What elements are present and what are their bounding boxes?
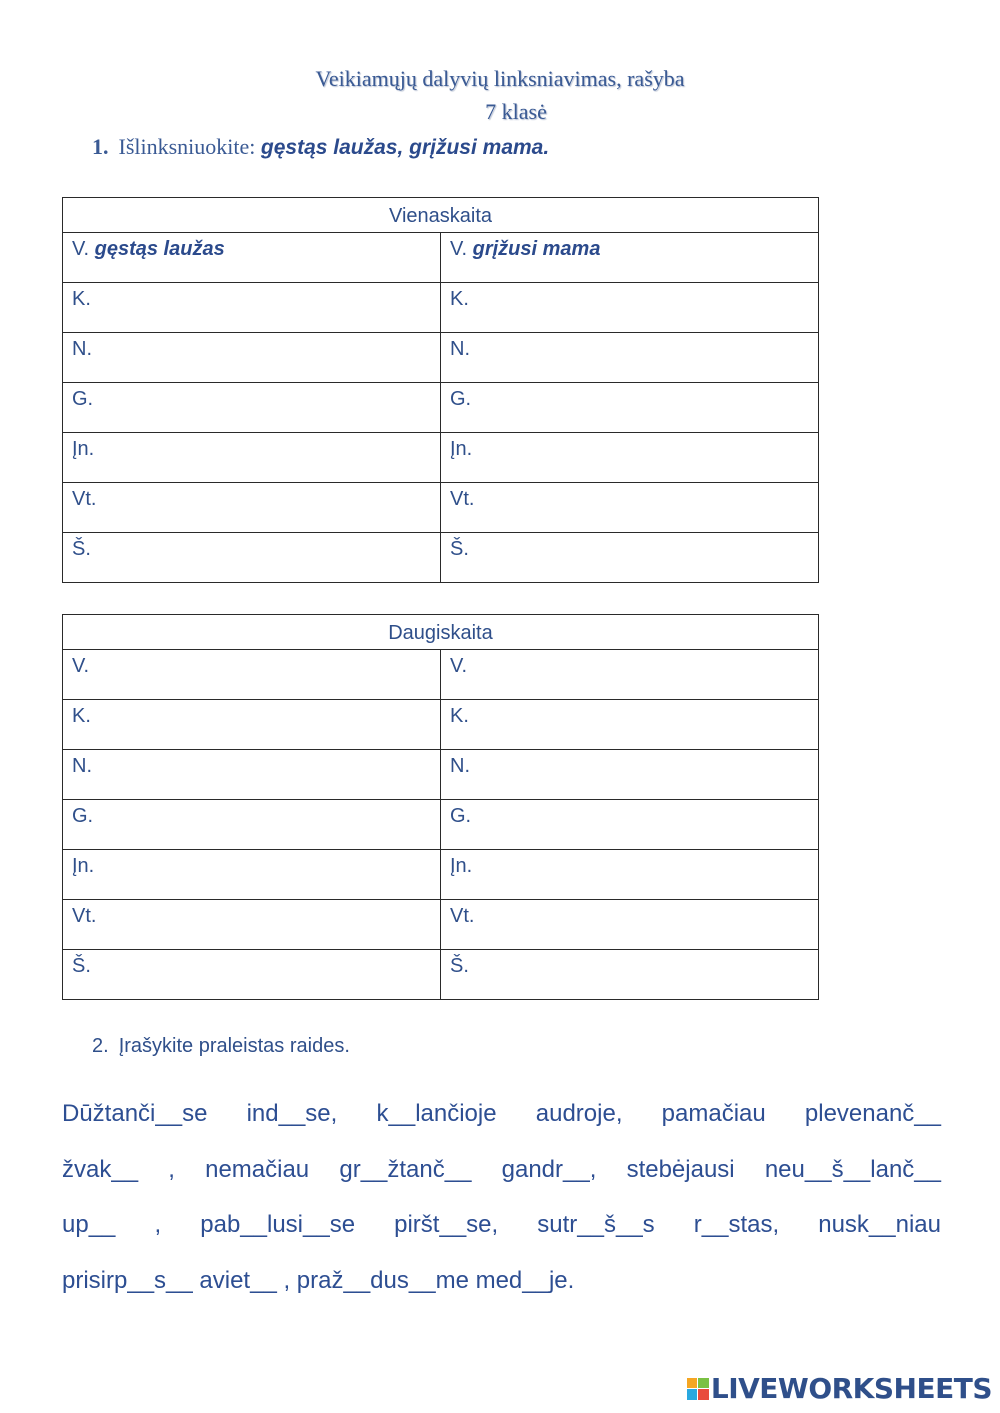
answer-cell[interactable]: Vt. bbox=[63, 483, 441, 533]
answer-cell[interactable]: Š. bbox=[441, 533, 819, 583]
answer-cell[interactable]: Įn. bbox=[441, 850, 819, 900]
table-row bbox=[63, 433, 819, 483]
logo-square bbox=[687, 1378, 698, 1389]
logo-square bbox=[687, 1389, 698, 1400]
table-cell[interactable] bbox=[63, 233, 441, 283]
answer-cell[interactable]: N. bbox=[441, 750, 819, 800]
singular-heading: Vienaskaita bbox=[63, 198, 819, 233]
logo-square bbox=[698, 1389, 709, 1400]
table-row bbox=[63, 950, 819, 1000]
answer-cell[interactable]: K. bbox=[63, 283, 441, 333]
table-row bbox=[63, 283, 819, 333]
task1-instruction bbox=[92, 134, 549, 160]
answer-cell[interactable]: G. bbox=[63, 800, 441, 850]
exercise-line[interactable]: žvak__ , nemačiau gr__žtanč__ gandr__, stebėjausi neu__š__lanč__ bbox=[62, 1156, 941, 1183]
liveworksheets-brand bbox=[687, 1372, 992, 1405]
answer-cell[interactable]: Įn. bbox=[441, 433, 819, 483]
answer-cell[interactable]: G. bbox=[441, 800, 819, 850]
answer-cell[interactable]: N. bbox=[441, 333, 819, 383]
answer-cell[interactable]: G. bbox=[441, 383, 819, 433]
word-label: grįžusi mama bbox=[472, 238, 601, 260]
exercise-line[interactable]: up__ , pab__lusi__se piršt__se, sutr__š__s r__stas, nusk__niau bbox=[62, 1211, 941, 1238]
table-cell[interactable] bbox=[441, 233, 819, 283]
table-row bbox=[63, 533, 819, 583]
table-row bbox=[63, 750, 819, 800]
task2-instruction bbox=[92, 1035, 350, 1058]
answer-cell[interactable]: Š. bbox=[63, 533, 441, 583]
task1-number: 1. bbox=[92, 134, 109, 159]
answer-cell[interactable]: V. bbox=[63, 650, 441, 700]
answer-cell[interactable]: N. bbox=[63, 333, 441, 383]
answer-cell[interactable]: V. bbox=[441, 650, 819, 700]
table-row bbox=[63, 233, 819, 283]
singular-table bbox=[62, 197, 819, 583]
answer-cell[interactable]: K. bbox=[441, 700, 819, 750]
answer-cell[interactable]: Įn. bbox=[63, 850, 441, 900]
answer-cell[interactable]: Vt. bbox=[63, 900, 441, 950]
exercise-line[interactable]: Dūžtanči__se ind__se, k__lančioje audroje, pamačiau plevenanč__ bbox=[62, 1100, 941, 1127]
answer-cell[interactable]: Vt. bbox=[441, 900, 819, 950]
word-label: gęstąs laužas bbox=[94, 238, 225, 260]
answer-cell[interactable]: K. bbox=[441, 283, 819, 333]
brand-name: LIVEWORKSHEETS bbox=[710, 1372, 992, 1405]
worksheet-title: Veikiamųjų dalyvių linksniavimas, rašyba bbox=[315, 66, 685, 91]
task2-number: 2. bbox=[92, 1035, 109, 1057]
answer-cell[interactable]: Vt. bbox=[441, 483, 819, 533]
table-row bbox=[63, 650, 819, 700]
answer-cell[interactable]: Š. bbox=[63, 950, 441, 1000]
exercise-line[interactable]: prisirp__s__ aviet__ , praž__dus__me med__je. bbox=[62, 1267, 575, 1294]
answer-cell[interactable]: Š. bbox=[441, 950, 819, 1000]
liveworksheets-logo-icon bbox=[687, 1378, 709, 1400]
task2-text: Įrašykite praleistas raides. bbox=[118, 1035, 350, 1057]
table-row bbox=[63, 900, 819, 950]
answer-cell[interactable]: G. bbox=[63, 383, 441, 433]
logo-square bbox=[698, 1378, 709, 1389]
table-row bbox=[63, 700, 819, 750]
answer-cell[interactable]: Įn. bbox=[63, 433, 441, 483]
answer-cell[interactable]: K. bbox=[63, 700, 441, 750]
plural-table bbox=[62, 614, 819, 1000]
answer-cell[interactable]: N. bbox=[63, 750, 441, 800]
task1-words: gęstąs laužas, grįžusi mama. bbox=[260, 136, 550, 159]
table-row bbox=[63, 333, 819, 383]
table-row bbox=[63, 800, 819, 850]
table-row bbox=[63, 383, 819, 433]
task1-text: Išlinksniuokite: bbox=[118, 134, 256, 159]
table-row bbox=[63, 850, 819, 900]
plural-heading: Daugiskaita bbox=[63, 615, 819, 650]
grade-label: 7 klasė bbox=[485, 99, 547, 124]
case-label: V. bbox=[450, 238, 468, 260]
table-row bbox=[63, 483, 819, 533]
case-label: V. bbox=[72, 238, 90, 260]
